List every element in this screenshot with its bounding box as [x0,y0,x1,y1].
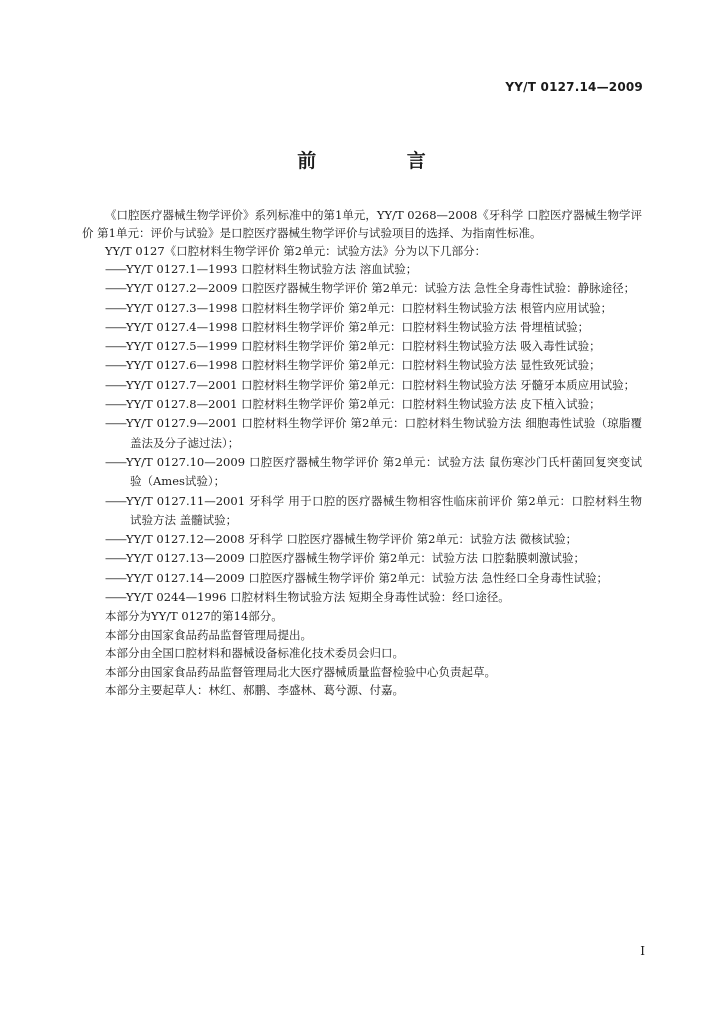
part-text: YY/T 0127.13—2009 口腔医疗器械生物学评价 第2单元：试验方法 口腔黏膜刺激试验； [126,551,585,566]
page-title: 前 言 [297,150,468,172]
list-item [82,530,642,549]
closing-line: 本部分由全国口腔材料和器械设备标准化技术委员会归口。 [105,646,404,661]
dash-marker: —— [105,281,126,296]
part-text: YY/T 0127.14—2009 口腔医疗器械生物学评价 第2单元：试验方法 急性经口全身毒性试验； [126,570,608,585]
dash-marker: —— [105,551,126,566]
part-text: YY/T 0127.9—2001 口腔材料生物学评价 第2单元：口腔材料生物试验方法 细胞毒性试验（琼脂覆盖法及分子滤过法）； [126,416,642,450]
closing-line: 本部分为YY/T 0127的第14部分。 [105,609,283,624]
part-text: YY/T 0127.3—1998 口腔材料生物学评价 第2单元：口腔材料生物试验方法 根管内应用试验； [126,300,613,315]
dash-marker: —— [105,590,126,605]
parts-list [82,260,642,607]
closing-line: 本部分由国家食品药品监督管理局北大医疗器械质量监督检验中心负责起草。 [105,664,496,679]
dash-marker: —— [105,397,126,412]
part-text: YY/T 0127.12—2008 牙科学 口腔医疗器械生物学评价 第2单元：试验方法 微核试验； [126,532,578,547]
dash-marker: —— [105,300,126,315]
closing-line: 本部分由国家食品药品监督管理局提出。 [105,627,312,642]
dash-marker: —— [105,262,126,276]
list-item [82,395,642,414]
standard-number: YY/T 0127.14—2009 [505,80,643,94]
dash-marker: —— [105,454,126,469]
dash-marker: —— [105,377,126,392]
list-item [82,337,642,356]
part-text: YY/T 0127.1—1993 口腔材料生物试验方法 溶血试验； [126,262,418,276]
list-item [82,299,642,318]
part-text: YY/T 0127.8—2001 口腔材料生物学评价 第2单元：口腔材料生物试验方法 皮下植入试验； [126,397,601,412]
list-item [82,414,642,453]
list-item [82,569,642,588]
list-item [82,549,642,568]
list-item [82,453,642,492]
dash-marker: —— [105,493,126,508]
closing-line: 本部分主要起草人：林红、郝鹏、李盛林、葛兮源、付嘉。 [105,683,404,698]
list-item [82,260,642,279]
parts-intro: YY/T 0127《口腔材料生物学评价 第2单元：试验方法》分为以下几部分： [105,244,487,258]
intro-paragraph: 《口腔医疗器械生物学评价》系列标准中的第1单元，YY/T 0268—2008《牙科学 口腔医疗器械生物学评价 第1单元：评价与试验》是口腔医疗器械生物学评价与试验项目的选择、为指南性标准。 [82,208,642,240]
list-item [82,279,642,298]
dash-marker: —— [105,319,126,334]
part-text: YY/T 0127.11—2001 牙科学 用于口腔的医疗器械生物相容性临床前评价 第2单元：口腔材料生物试验方法 盖髓试验； [126,493,642,527]
document-body [82,206,642,700]
part-text: YY/T 0127.7—2001 口腔材料生物学评价 第2单元：口腔材料生物试验方法 牙髓牙本质应用试验； [126,377,636,392]
dash-marker: —— [105,532,126,547]
part-text: YY/T 0127.5—1999 口腔材料生物学评价 第2单元：口腔材料生物试验方法 吸入毒性试验； [126,339,601,354]
list-item [82,376,642,395]
dash-marker: —— [105,339,126,354]
page-number: I [640,944,645,958]
part-text: YY/T 0127.6—1998 口腔材料生物学评价 第2单元：口腔材料生物试验方法 显性致死试验； [126,358,601,373]
dash-marker: —— [105,570,126,585]
part-text: YY/T 0127.4—1998 口腔材料生物学评价 第2单元：口腔材料生物试验方法 骨埋植试验； [126,319,590,334]
list-item [82,588,642,607]
list-item [82,318,642,337]
dash-marker: —— [105,416,126,431]
list-item [82,356,642,375]
part-text: YY/T 0244—1996 口腔材料生物试验方法 短期全身毒性试验：经口途径。 [126,590,510,605]
dash-marker: —— [105,358,126,373]
list-item [82,492,642,531]
part-text: YY/T 0127.2—2009 口腔医疗器械生物学评价 第2单元：试验方法 急性全身毒性试验：静脉途径； [126,281,636,296]
part-text: YY/T 0127.10—2009 口腔医疗器械生物学评价 第2单元：试验方法 鼠伤寒沙门氏杆菌回复突变试验（Ames试验）； [126,454,642,489]
